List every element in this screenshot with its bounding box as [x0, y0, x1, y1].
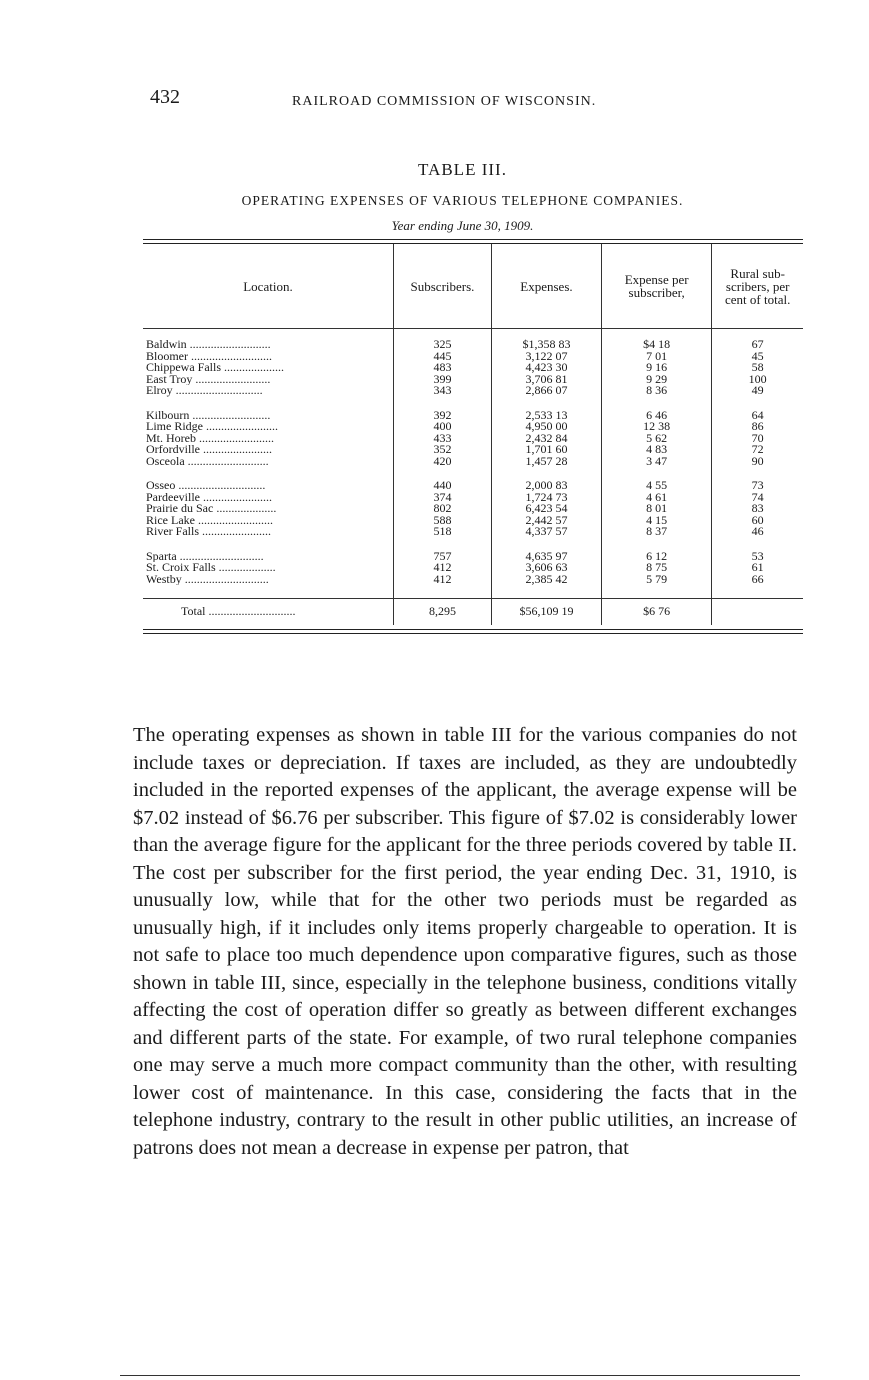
table-row: [143, 444, 803, 456]
cell-subscribers: 445: [393, 351, 491, 363]
table-subtitle: OPERATING EXPENSES OF VARIOUS TELEPHONE COMPANIES.: [241, 193, 684, 208]
page-bottom-rule: [120, 1375, 800, 1376]
cell-expense-per-subscriber: 4 55: [601, 480, 711, 492]
table-bottom-rule: [143, 629, 803, 634]
cell-subscribers: 392: [393, 410, 491, 422]
cell-rural-percent: 100: [712, 374, 803, 386]
cell-subscribers: 433: [393, 433, 491, 445]
cell-expense-per-subscriber: $4 18: [601, 339, 711, 351]
table-row: [143, 526, 803, 538]
cell-subscribers: 400: [393, 421, 491, 433]
cell-expense-per-subscriber: 12 38: [601, 421, 711, 433]
cell-expenses: 2,000 83: [492, 480, 602, 492]
table-row: [143, 385, 803, 397]
table-row: [143, 410, 803, 422]
cell-location: Osseo .............................: [146, 480, 266, 492]
cell-expenses: 3,706 81: [492, 374, 602, 386]
table-row: [143, 456, 803, 468]
data-table: [143, 244, 803, 625]
cell-subscribers: 412: [393, 562, 491, 574]
column-header-subscribers: Subscribers.: [393, 244, 491, 329]
column-header-expense-per-subscriber: Expense per subscriber,: [601, 244, 711, 329]
table-row: [143, 362, 803, 374]
cell-subscribers: 374: [393, 492, 491, 504]
cell-expense-per-subscriber: 3 47: [601, 456, 711, 468]
cell-expenses: 3,606 63: [492, 562, 602, 574]
total-rural-percent: [712, 599, 803, 626]
cell-expenses: 2,442 57: [492, 515, 602, 527]
cell-location: River Falls .......................: [146, 526, 271, 538]
cell-subscribers: 343: [393, 385, 491, 397]
total-row: [143, 599, 803, 626]
cell-expense-per-subscriber: 8 36: [601, 385, 711, 397]
cell-subscribers: 352: [393, 444, 491, 456]
cell-expenses: 4,950 00: [492, 421, 602, 433]
cell-location: Lime Ridge ........................: [146, 421, 278, 433]
group-spacer: [143, 585, 803, 599]
cell-subscribers: 483: [393, 362, 491, 374]
cell-expense-per-subscriber: 8 01: [601, 503, 711, 515]
expenses-table: [143, 239, 803, 634]
header-rule: [143, 329, 803, 340]
cell-expenses: 3,122 07: [492, 351, 602, 363]
cell-rural-percent: 73: [712, 480, 803, 492]
cell-expense-per-subscriber: 5 62: [601, 433, 711, 445]
cell-expenses: 1,457 28: [492, 456, 602, 468]
cell-location: Prairie du Sac ....................: [146, 503, 277, 515]
cell-expense-per-subscriber: 6 12: [601, 551, 711, 563]
cell-rural-percent: 86: [712, 421, 803, 433]
cell-location: Orfordville .......................: [146, 444, 272, 456]
table-row: [143, 480, 803, 492]
table-row: [143, 351, 803, 363]
table-row: [143, 421, 803, 433]
cell-rural-percent: 83: [712, 503, 803, 515]
cell-expense-per-subscriber: 8 37: [601, 526, 711, 538]
table-row: [143, 562, 803, 574]
cell-rural-percent: 60: [712, 515, 803, 527]
cell-location: Pardeeville .......................: [146, 491, 272, 503]
cell-expenses: 2,432 84: [492, 433, 602, 445]
cell-rural-percent: 61: [712, 562, 803, 574]
table-row: [143, 574, 803, 586]
cell-expense-per-subscriber: 8 75: [601, 562, 711, 574]
cell-rural-percent: 49: [712, 385, 803, 397]
cell-expense-per-subscriber: 5 79: [601, 574, 711, 586]
group-spacer: [143, 467, 803, 480]
body-paragraph: The operating expenses as shown in table III for the various companies do not include taxes or depreciation. If taxes are included, as they are undoubtedly included in the reported expenses of the applicant, the average expense will be $7.02 instead of $6.76 per subscriber. This figure of $7.02 is considerably lower than the average figure for the applicant for the three periods covered by table II. The cost per subscriber for the first period, the year ending Dec. 31, 1910, is unusually low, while that for the other two periods must be regarded as unusually high, if it includes only items properly chargeable to operation. It is not safe to place too much dependence upon comparative figures, such as those shown in table III, since, especially in the telephone business, conditions vitally affecting the cost of operation differ so greatly as between different exchanges and different parts of the state. For example, of two rural telephone companies one may serve a much more compact community than the other, with resulting lower cost of maintenance. In this case, considering the facts that in the telephone industry, contrary to the result in other public utilities, an increase of patrons does not mean a decrease in expense per patron, that: [133, 724, 797, 1159]
cell-expenses: 4,635 97: [492, 551, 602, 563]
table-period: Year ending June 30, 1909.: [391, 218, 534, 233]
group-spacer: [143, 538, 803, 551]
cell-location: Kilbourn ..........................: [146, 409, 271, 421]
cell-rural-percent: 58: [712, 362, 803, 374]
cell-expenses: 4,337 57: [492, 526, 602, 538]
cell-rural-percent: 74: [712, 492, 803, 504]
table-row: [143, 492, 803, 504]
column-header-rural-percent: Rural sub-scribers, per cent of total.: [712, 244, 803, 329]
cell-expense-per-subscriber: 6 46: [601, 410, 711, 422]
cell-subscribers: 588: [393, 515, 491, 527]
column-header-expenses: Expenses.: [492, 244, 602, 329]
cell-subscribers: 412: [393, 574, 491, 586]
cell-location: Elroy .............................: [146, 385, 263, 397]
cell-subscribers: 420: [393, 456, 491, 468]
cell-expenses: 2,385 42: [492, 574, 602, 586]
cell-expenses: 1,701 60: [492, 444, 602, 456]
cell-location: Baldwin ...........................: [146, 339, 271, 351]
cell-rural-percent: 45: [712, 351, 803, 363]
header-row: [143, 244, 803, 329]
cell-subscribers: 757: [393, 551, 491, 563]
cell-location: Chippewa Falls ....................: [146, 362, 284, 374]
cell-subscribers: 325: [393, 339, 491, 351]
cell-location: St. Croix Falls ...................: [146, 562, 276, 574]
cell-rural-percent: 53: [712, 551, 803, 563]
cell-rural-percent: 90: [712, 456, 803, 468]
cell-subscribers: 399: [393, 374, 491, 386]
cell-expense-per-subscriber: 4 61: [601, 492, 711, 504]
table-row: [143, 515, 803, 527]
cell-expense-per-subscriber: 9 29: [601, 374, 711, 386]
cell-subscribers: 802: [393, 503, 491, 515]
cell-rural-percent: 64: [712, 410, 803, 422]
cell-expenses: 4,423 30: [492, 362, 602, 374]
cell-expenses: 1,724 73: [492, 492, 602, 504]
cell-rural-percent: 67: [712, 339, 803, 351]
group-spacer: [143, 397, 803, 410]
cell-rural-percent: 70: [712, 433, 803, 445]
table-row: [143, 551, 803, 563]
cell-expenses: $1,358 83: [492, 339, 602, 351]
table-row: [143, 374, 803, 386]
cell-rural-percent: 46: [712, 526, 803, 538]
cell-expenses: 6,423 54: [492, 503, 602, 515]
cell-expense-per-subscriber: 7 01: [601, 351, 711, 363]
cell-location: Mt. Horeb .........................: [146, 432, 274, 444]
cell-expenses: 2,866 07: [492, 385, 602, 397]
total-label: Total .............................: [143, 599, 393, 626]
total-expenses: $56,109 19: [492, 599, 602, 626]
column-header-location: Location.: [243, 278, 293, 294]
running-head: RAILROAD COMMISSION OF WISCONSIN.: [292, 94, 597, 109]
cell-location: Bloomer ...........................: [146, 350, 272, 362]
cell-subscribers: 440: [393, 480, 491, 492]
table-row: [143, 339, 803, 351]
cell-expense-per-subscriber: 4 15: [601, 515, 711, 527]
cell-location: East Troy .........................: [146, 373, 271, 385]
cell-rural-percent: 72: [712, 444, 803, 456]
cell-expense-per-subscriber: 9 16: [601, 362, 711, 374]
cell-subscribers: 518: [393, 526, 491, 538]
cell-expenses: 2,533 13: [492, 410, 602, 422]
cell-location: Westby ............................: [146, 573, 269, 585]
table-title: TABLE III.: [418, 160, 507, 179]
total-subscribers: 8,295: [393, 599, 491, 626]
cell-location: Rice Lake .........................: [146, 514, 273, 526]
cell-location: Sparta ............................: [146, 550, 264, 562]
table-body: [143, 329, 803, 626]
cell-expense-per-subscriber: 4 83: [601, 444, 711, 456]
cell-rural-percent: 66: [712, 574, 803, 586]
table-row: [143, 433, 803, 445]
cell-location: Osceola ...........................: [146, 455, 269, 467]
table-row: [143, 503, 803, 515]
page-number: 432: [150, 86, 180, 108]
total-expense-per-subscriber: $6 76: [601, 599, 711, 626]
